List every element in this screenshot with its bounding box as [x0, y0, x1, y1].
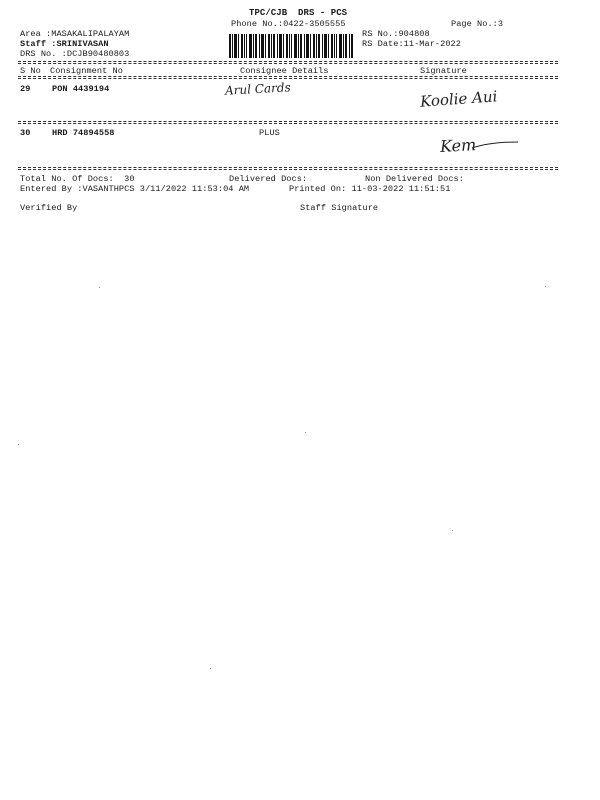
- row-29-rule: [18, 121, 558, 122]
- scan-speck: [305, 432, 306, 433]
- staff-signature-label: Staff Signature: [300, 203, 379, 213]
- printed-on: Printed On: 11-03-2022 11:51:51: [289, 184, 451, 194]
- phone-number: Phone No.:0422-3505555: [231, 19, 346, 29]
- row-30-rule: [18, 167, 558, 168]
- area-label: Area :MASAKALIPALAYAM: [20, 29, 130, 39]
- column-sno: S No: [20, 66, 41, 76]
- page-number: Page No.:3: [451, 19, 504, 29]
- row-29-sno: 29: [20, 84, 31, 94]
- column-signature: Signature: [420, 66, 467, 76]
- entered-by: Entered By :VASANTHPCS 3/11/2022 11:53:04 AM: [20, 184, 250, 194]
- drs-number: DRS No. :DCJB90480803: [20, 49, 130, 59]
- column-consignment: Consignment No: [50, 66, 123, 76]
- scan-speck: [452, 530, 453, 531]
- row-30-consignment: HRD 74894558: [52, 128, 115, 138]
- staff-label: Staff :SRINIVASAN: [20, 39, 109, 49]
- row-30-consignee: PLUS: [259, 128, 280, 138]
- row-30-sno: 30: [20, 128, 31, 138]
- rs-date: RS Date:11-Mar-2022: [362, 39, 461, 49]
- delivered-docs: Delivered Docs:: [229, 174, 308, 184]
- rs-number: RS No.:904808: [362, 29, 430, 39]
- row-29-consignee-handwritten: Arul Cards: [224, 80, 292, 98]
- scan-speck: [99, 287, 100, 288]
- document-title: TPC/CJB DRS - PCS: [249, 8, 348, 18]
- signature-underline-stroke: [470, 138, 520, 154]
- barcode-image: [228, 33, 354, 59]
- scan-speck: [545, 286, 546, 287]
- row-29-consignment: PON 4439194: [52, 84, 110, 94]
- header-rule-top: [18, 61, 558, 62]
- total-docs: Total No. Of Docs: 30: [20, 174, 135, 184]
- scan-speck: [210, 668, 211, 669]
- header-rule-bottom: [18, 76, 558, 77]
- row-29-signature-handwritten: Koolie Aui: [419, 87, 498, 111]
- verified-by-label: Verified By: [20, 203, 78, 213]
- column-consignee: Consignee Details: [240, 66, 329, 76]
- non-delivered-docs: Non Delivered Docs:: [365, 174, 464, 184]
- scan-speck: [18, 444, 19, 445]
- row-30-signature-handwritten: Kem: [439, 135, 477, 156]
